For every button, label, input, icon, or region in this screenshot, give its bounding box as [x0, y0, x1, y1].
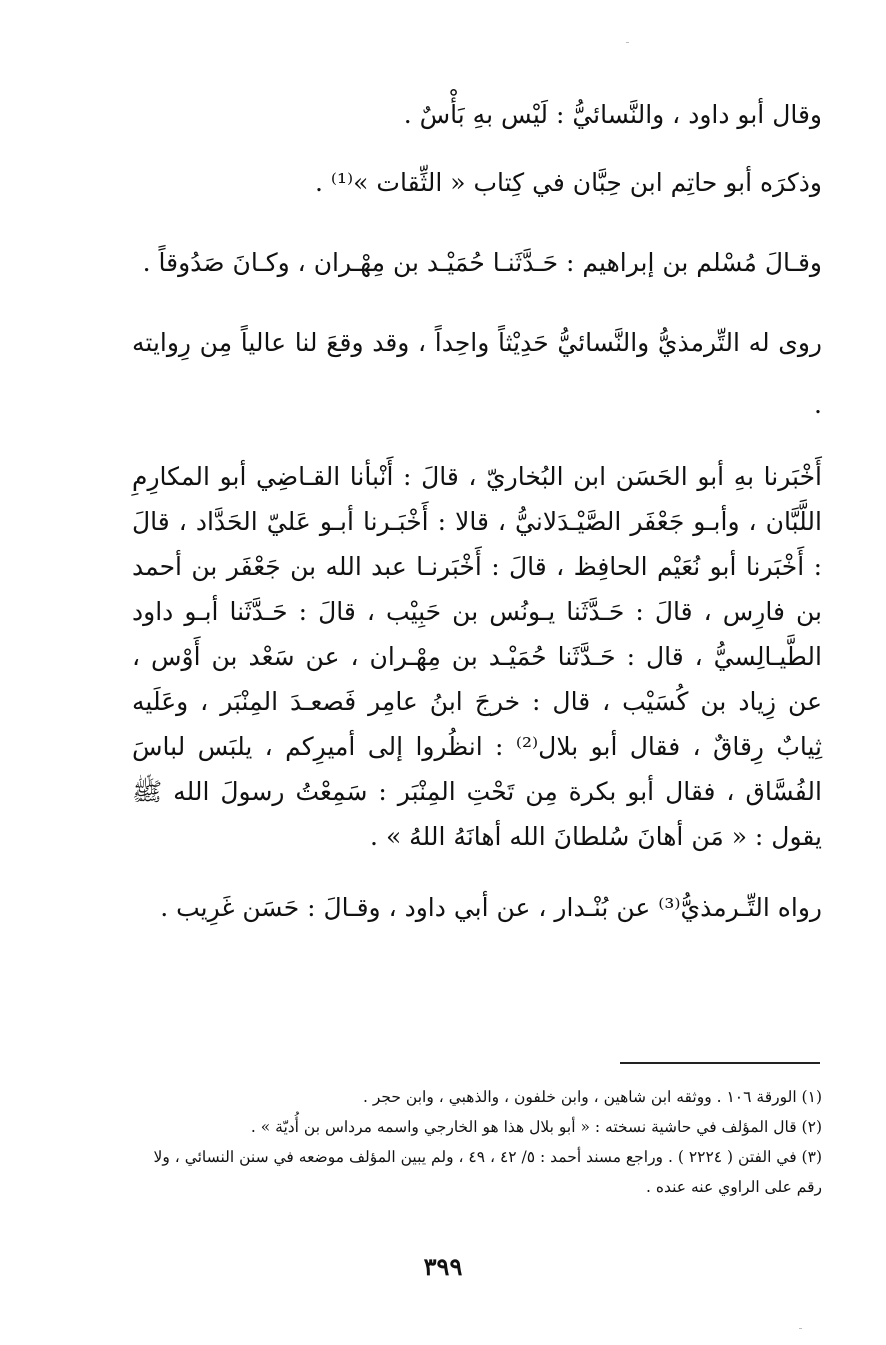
- paragraph-rawah: رواه التِّـرمذيُّ⁽³⁾ عن بُنْـدار ، عن أبي داود ، وقـالَ : حَسَن غَرِيب .: [160, 893, 822, 922]
- paragraph-muslim: وقـالَ مُسْلم بن إبراهيم : حَـدَّثَنـا حُمَيْـد بن مِهْـران ، وكـانَ صَدُوقاً .: [142, 248, 822, 277]
- footnote-1: (١) الورقة ١٠٦ . ووثقه ابن شاهين ، وابن خلفون ، والذهبي ، وابن حجر .: [363, 1088, 822, 1106]
- scan-speck: [799, 1328, 802, 1329]
- page-number: ٣٩٩: [423, 1252, 463, 1281]
- footnote-divider: [620, 1062, 820, 1064]
- footnote-3: (٣) في الفتن ( ٢٢٢٤ ) . وراجع مسند أحمد : ٥/ ٤٢ ، ٤٩ ، ولم يبين المؤلف موضعه في سنن النسائي ، ولا رقم على الراوي عنه عنده .: [153, 1148, 822, 1196]
- paragraph-abu-dawud: وقال أبو داود ، والنَّسائيُّ : لَيْس بهِ بَأْسٌ .: [403, 100, 822, 129]
- scan-speck: [626, 42, 629, 43]
- main-text: [132, 84, 822, 945]
- paragraph-tirmidhi: روى له التِّرمذيُّ والنَّسائيُّ حَدِيْثاً واحِداً ، وقد وقعَ لنا عالياً مِن رِوايته .: [132, 328, 822, 419]
- footnotes: [132, 1082, 822, 1202]
- paragraph-hadith-chain: أَخْبَرنا بهِ أبو الحَسَن ابن البُخاريّ ، قالَ : أَنْبأنا القـاضِي أبو المكارِمِ اللَّبَّان ، وأبـو جَعْفَر الصَّيْـدَلانيُّ ، قالا : أَخْبَـرنا أبـو عَليّ الحَدَّاد ، قالَ : أَخْبَرنا أبو نُعَيْم الحافِظ ، قالَ : أَخْبَرنـا عبد الله بن جَعْفَر بن أحمد بن فارِس ، قالَ : حَـدَّثَنا يـونُس بن حَبِيْب ، قالَ : حَـدَّثَنا أبـو داود الطَّيـالِسيُّ ، قال : حَـدَّثَنا حُمَيْـد بن مِهْـران ، عن سَعْد بن أَوْس ، عن زِياد بن كُسَيْب ، قال : خرجَ ابنُ عامِر فَصعـدَ المِنْبَر ، وعَلَيه ثِيابٌ رِقاقٌ ، فقال أبو بلال⁽²⁾ : انظُروا إلى أميرِكم ، يلبَس لباسَ الفُسَّاق ، فقال أبو بكرة مِن تَحْتِ المِنْبَر : سَمِعْتُ رسولَ الله ﷺ يقول : « مَن أهانَ سُلطانَ الله أهانَهُ اللهُ » .: [132, 462, 823, 851]
- paragraph-ibn-hibban: وذكرَه أبو حاتِم ابن حِبَّان في كِتاب « الثِّقات »⁽¹⁾ .: [314, 168, 822, 197]
- footnote-2: (٢) قال المؤلف في حاشية نسخته : « أبو بلال هذا هو الخارجي واسمه مرداس بن أُديّة » .: [250, 1118, 822, 1136]
